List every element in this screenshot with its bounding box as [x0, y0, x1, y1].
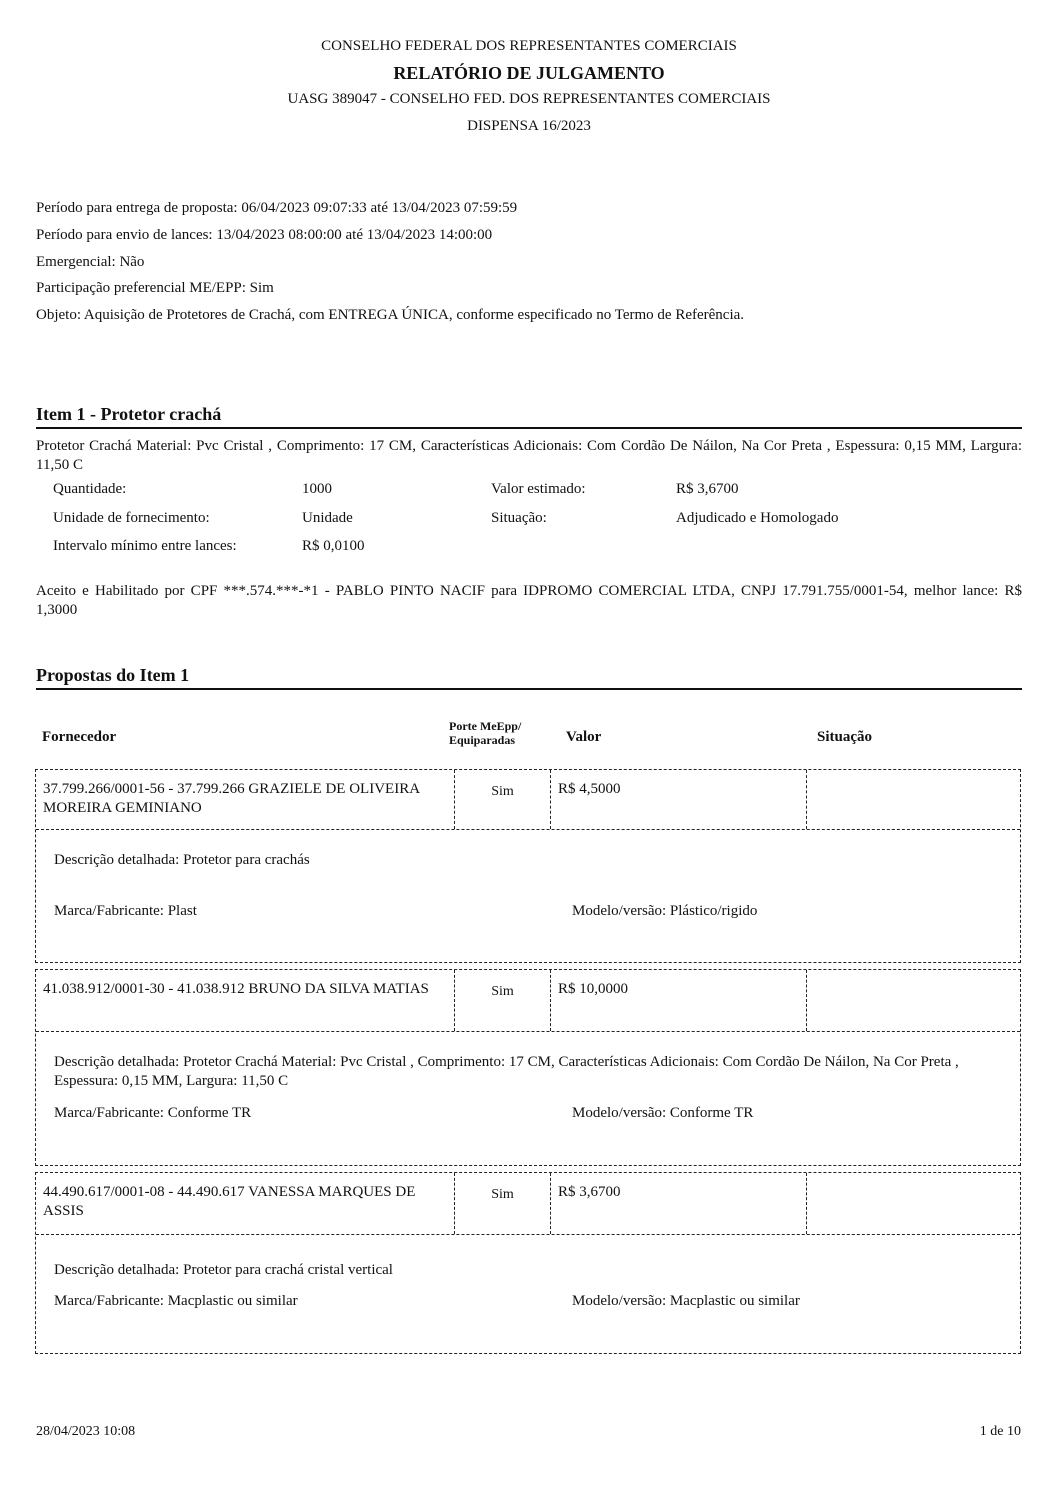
emergency-flag: Emergencial: Não [36, 254, 145, 270]
detail-model: Modelo/versão: Conforme TR [572, 1105, 754, 1121]
detail-model: Modelo/versão: Plástico/rigido [572, 903, 758, 919]
size-value: Sim [491, 984, 514, 999]
size-value: Sim [491, 784, 514, 799]
proposal-card [35, 1172, 1021, 1354]
proposal-value: R$ 3,6700 [558, 1184, 621, 1200]
estimated-value-label: Valor estimado: [491, 481, 586, 497]
size-cell [454, 1173, 550, 1234]
proposal-card [35, 769, 1021, 963]
proposal-value: R$ 10,0000 [558, 981, 629, 997]
column-header-value: Valor [566, 729, 602, 745]
quantity-value: 1000 [302, 481, 332, 497]
column-header-size: Porte MeEpp/ Equiparadas [449, 719, 522, 747]
status-label: Situação: [491, 510, 547, 526]
detail-description: Descrição detalhada: Protetor para crachá cristal vertical [54, 1262, 393, 1278]
supplier-cell [36, 770, 454, 829]
min-interval-label: Intervalo mínimo entre lances: [53, 538, 237, 554]
column-header-status: Situação [817, 729, 873, 745]
status-cell [806, 970, 1020, 1031]
proposal-card [35, 969, 1021, 1166]
value-cell [550, 970, 806, 1031]
item-title: Item 1 - Protetor crachá [36, 404, 1022, 429]
quantity-label: Quantidade: [53, 481, 127, 497]
page-number: 1 de 10 [979, 1424, 1021, 1439]
value-cell [550, 770, 806, 829]
size-cell [454, 770, 550, 829]
uasg-line: UASG 389047 - CONSELHO FED. DOS REPRESENTANTES COMERCIAIS [287, 91, 771, 107]
detail-model: Modelo/versão: Macplastic ou similar [572, 1293, 800, 1309]
detail-description: Descrição detalhada: Protetor para crachás [54, 852, 310, 868]
supplier-name: 37.799.266/0001-56 - 37.799.266 GRAZIELE DE OLIVEIRA MOREIRA GEMINIANO [43, 781, 420, 816]
size-cell [454, 970, 550, 1031]
proposal-period: Período para entrega de proposta: 06/04/2023 09:07:33 até 13/04/2023 07:59:59 [36, 200, 518, 216]
supplier-cell [36, 1173, 454, 1234]
supplier-name: 44.490.617/0001-08 - 44.490.617 VANESSA MARQUES DE ASSIS [43, 1184, 416, 1219]
supplier-cell [36, 970, 454, 1031]
estimated-value: R$ 3,6700 [676, 481, 739, 497]
supply-unit-value: Unidade [302, 510, 353, 526]
detail-brand: Marca/Fabricante: Conforme TR [54, 1105, 252, 1121]
preferential-participation: Participação preferencial ME/EPP: Sim [36, 280, 274, 296]
value-cell [550, 1173, 806, 1234]
proposal-value: R$ 4,5000 [558, 781, 621, 797]
object-line: Objeto: Aquisição de Protetores de Crachá, com ENTREGA ÚNICA, conforme especificado no Termo de Referência. [36, 307, 745, 323]
proposal-row [36, 1173, 1020, 1235]
detail-brand: Marca/Fabricante: Macplastic ou similar [54, 1293, 298, 1309]
status-cell [806, 770, 1020, 829]
status-value: Adjudicado e Homologado [676, 510, 839, 526]
item-description: Protetor Crachá Material: Pvc Cristal , Comprimento: 17 CM, Características Adicionais: Com Cordão De Náilon, Na Cor Preta , Espessura: 0,15 MM, Largura: 11,50 C [36, 438, 1022, 473]
proposals-title: Propostas do Item 1 [36, 665, 1022, 690]
report-title: RELATÓRIO DE JULGAMENTO [393, 63, 665, 83]
size-value: Sim [491, 1187, 514, 1202]
status-cell [806, 1173, 1020, 1234]
column-header-supplier: Fornecedor [42, 729, 117, 745]
dispensa-line: DISPENSA 16/2023 [467, 118, 591, 134]
accepted-line: Aceito e Habilitado por CPF ***.574.***-*1 - PABLO PINTO NACIF para IDPROMO COMERCIAL LTDA, CNPJ 17.791.755/0001-54, melhor lance: R$ 1,3000 [36, 583, 1022, 618]
supplier-name: 41.038.912/0001-30 - 41.038.912 BRUNO DA SILVA MATIAS [43, 981, 429, 997]
footer-timestamp: 28/04/2023 10:08 [36, 1424, 136, 1439]
proposal-row [36, 770, 1020, 830]
bid-period: Período para envio de lances: 13/04/2023 08:00:00 até 13/04/2023 14:00:00 [36, 227, 493, 243]
detail-brand: Marca/Fabricante: Plast [54, 903, 197, 919]
min-interval-value: R$ 0,0100 [302, 538, 365, 554]
detail-description: Descrição detalhada: Protetor Crachá Material: Pvc Cristal , Comprimento: 17 CM, Características Adicionais: Com Cordão De Náilon, Na Cor Preta , Espessura: 0,15 MM, Largura: 11,50 C [54, 1054, 959, 1089]
proposal-row [36, 970, 1020, 1032]
supply-unit-label: Unidade de fornecimento: [53, 510, 210, 526]
council-name: CONSELHO FEDERAL DOS REPRESENTANTES COMERCIAIS [321, 38, 737, 54]
